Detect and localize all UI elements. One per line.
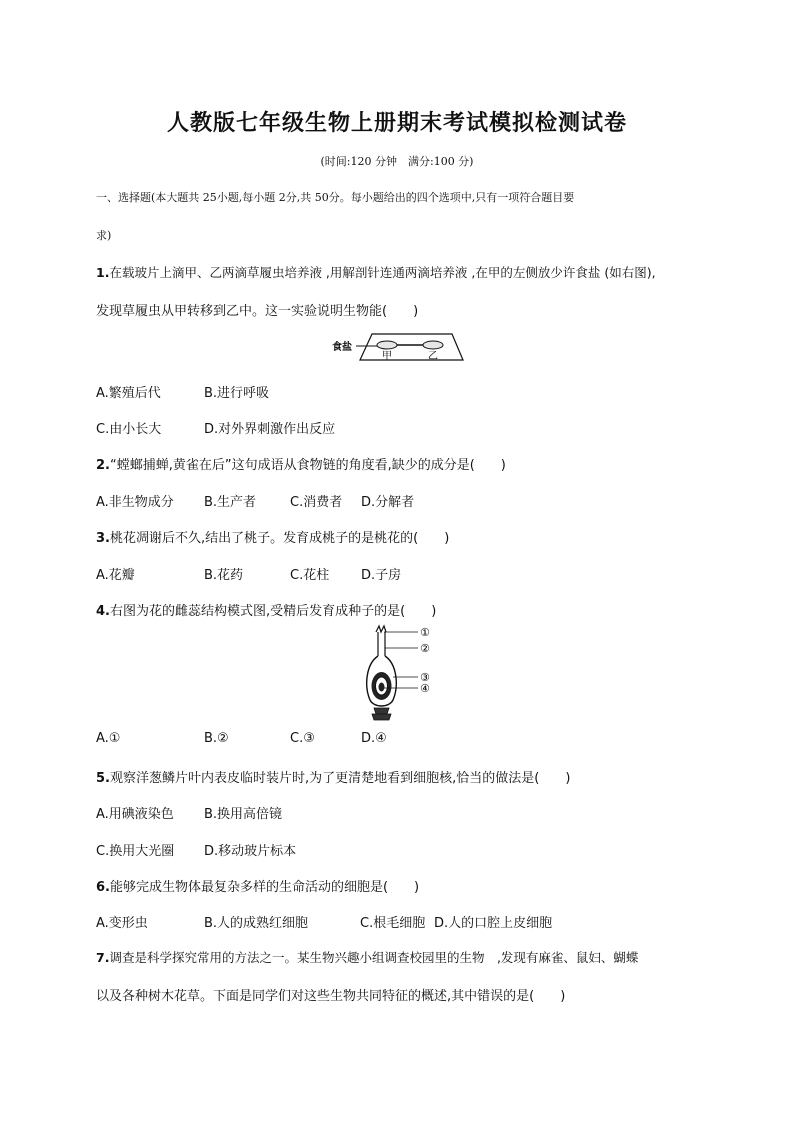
- salt-label: 食盐: [332, 342, 352, 353]
- q6-option-d: D.人的口腔上皮细胞: [434, 916, 553, 931]
- glass-slide: [360, 334, 463, 360]
- label-yi: 乙: [428, 351, 438, 362]
- q5-option-a: A.用碘液染色: [96, 807, 174, 822]
- drop-yi: [423, 341, 443, 349]
- section-heading-line2: 求): [96, 229, 112, 242]
- question-7-number: 7.: [96, 950, 110, 965]
- question-3-number: 3.: [96, 531, 110, 546]
- question-1-text: 在载玻片上滴甲、乙两滴草履虫培养液 ,用解剖针连通两滴培养液 ,在甲的左侧放少许食盐 (如右图),: [109, 265, 656, 280]
- question-7-line2: 以及各种树木花草。下面是同学们对这些生物共同特征的概述,其中错误的是( ): [96, 989, 566, 1004]
- q3-option-c: C.花柱: [290, 568, 330, 583]
- question-4-line1: [96, 600, 436, 619]
- q4-option-b: B.②: [204, 731, 229, 746]
- question-5-number: 5.: [96, 771, 110, 786]
- marker-3: ③: [420, 671, 430, 684]
- page-title: 人教版七年级生物上册期末考试模拟检测试卷: [166, 110, 627, 136]
- question-2-line1: [96, 454, 506, 473]
- question-2-text: “螳螂捕蝉,黄雀在后”这句成语从食物链的角度看,缺少的成分是( ): [109, 458, 506, 473]
- question-7-text: 调查是科学探究常用的方法之一。某生物兴趣小组调查校园里的生物 ,发现有麻雀、鼠妇、蝴蝶: [109, 950, 639, 965]
- q2-option-a: A.非生物成分: [96, 495, 174, 510]
- drop-jia: [377, 341, 397, 349]
- q3-option-b: B.花药: [204, 568, 244, 583]
- style: [378, 632, 385, 656]
- q1-option-a: A.繁殖后代: [96, 386, 161, 401]
- question-5-line1: [96, 767, 570, 786]
- question-6-number: 6.: [96, 880, 110, 895]
- question-1-line1: [96, 263, 656, 281]
- question-6-text: 能够完成生物体最复杂多样的生命活动的细胞是( ): [109, 880, 420, 895]
- section-heading-line1: 一、选择题(本大题共 25小题,每小题 2分,共 50分。每小题给出的四个选项中,只有一项符合题目要: [96, 191, 575, 204]
- marker-2: ②: [420, 642, 430, 655]
- question-3-text: 桃花凋谢后不久,结出了桃子。发育成桃子的是桃花的( ): [109, 531, 450, 546]
- q5-option-c: C.换用大光圈: [96, 844, 175, 859]
- question-1-number: 1.: [96, 265, 110, 280]
- q1-option-b: B.进行呼吸: [204, 386, 270, 401]
- q2-option-d: D.分解者: [361, 495, 415, 510]
- q5-option-d: D.移动玻片标本: [204, 844, 297, 859]
- receptacle: [372, 708, 391, 720]
- question-3-line1: [96, 527, 449, 546]
- exam-info: (时间:120 分钟 满分:100 分): [320, 155, 474, 168]
- q4-option-d: D.④: [361, 731, 387, 746]
- q4-option-c: C.③: [290, 731, 315, 746]
- q1-option-d: D.对外界刺激作出反应: [204, 422, 336, 437]
- question-4-number: 4.: [96, 604, 110, 619]
- label-jia: 甲: [382, 351, 392, 362]
- stigma: [376, 626, 386, 632]
- question-1-figure: [330, 328, 470, 368]
- q6-option-c: C.根毛细胞: [360, 916, 426, 931]
- egg-cell: [379, 683, 385, 692]
- q5-option-b: B.换用高倍镜: [204, 807, 283, 822]
- q6-option-b: B.人的成熟红细胞: [204, 916, 309, 931]
- question-7-line1: [96, 948, 638, 966]
- q6-option-a: A.变形虫: [96, 916, 148, 931]
- q1-option-c: C.由小长大: [96, 422, 162, 437]
- question-2-number: 2.: [96, 458, 110, 473]
- question-4-text: 右图为花的雌蕊结构模式图,受精后发育成种子的是( ): [109, 604, 437, 619]
- question-1-line2: 发现草履虫从甲转移到乙中。这一实验说明生物能( ): [96, 304, 419, 319]
- marker-1: ①: [420, 626, 430, 639]
- q2-option-c: C.消费者: [290, 495, 343, 510]
- marker-4: ④: [420, 682, 430, 695]
- q4-option-a: A.①: [96, 731, 121, 746]
- question-4-pistil-figure: [360, 624, 440, 724]
- question-6-line1: [96, 876, 419, 895]
- question-5-text: 观察洋葱鳞片叶内表皮临时装片时,为了更清楚地看到细胞核,恰当的做法是( ): [109, 771, 571, 786]
- q3-option-d: D.子房: [361, 568, 402, 583]
- q3-option-a: A.花瓣: [96, 568, 135, 583]
- q2-option-b: B.生产者: [204, 495, 257, 510]
